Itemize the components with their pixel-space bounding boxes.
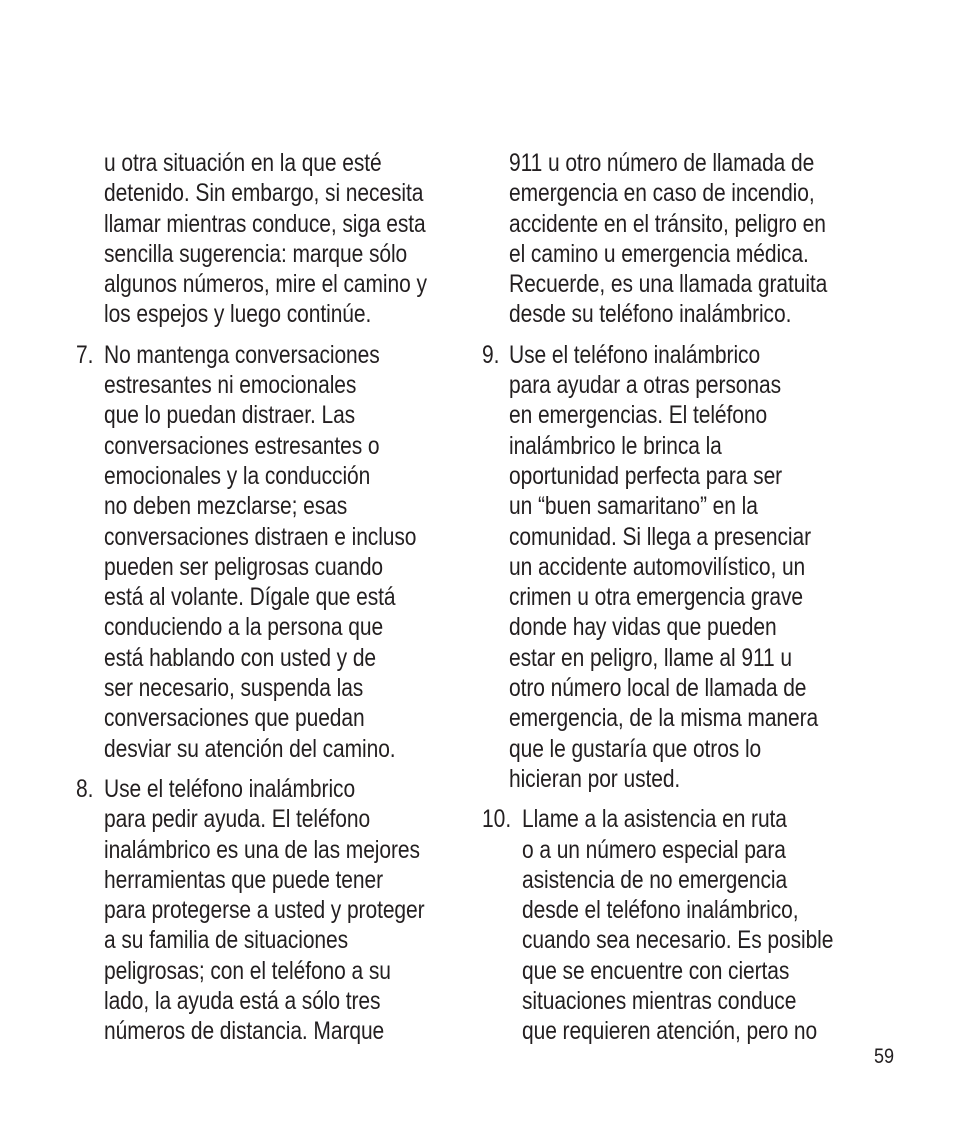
text-line: accidente en el tránsito, peligro en: [509, 209, 826, 238]
text-line: conversaciones distraen e incluso: [104, 522, 417, 551]
text-line: desviar su atención del camino.: [104, 734, 396, 763]
text-line: situaciones mientras conduce: [522, 987, 797, 1016]
text-line: ser necesario, suspenda las: [104, 674, 364, 703]
text-line: 911 u otro número de llamada de: [509, 149, 815, 177]
text-line: estresantes ni emocionales: [104, 371, 357, 400]
text-line: o a un número especial para: [522, 835, 786, 864]
list-item-9: [482, 340, 882, 794]
text-line: que requieren atención, pero no: [522, 1017, 818, 1046]
text-line: está al volante. Dígale que está: [104, 583, 396, 612]
page-number: 59: [874, 1045, 895, 1068]
text-line: desde el teléfono inalámbrico,: [522, 896, 799, 925]
text-line: donde hay vidas que pueden: [509, 613, 777, 642]
list-item-10: [482, 804, 882, 1046]
text-line: inalámbrico es una de las mejores: [104, 835, 420, 864]
item-number: 7.: [76, 340, 94, 369]
text-line: números de distancia. Marque: [104, 1017, 385, 1046]
text-line: emergencia, de la misma manera: [509, 704, 819, 733]
text-line: desde su teléfono inalámbrico.: [509, 300, 792, 329]
item-number: 9.: [482, 340, 500, 369]
text-line: herramientas que puede tener: [104, 865, 384, 894]
text-line: u otra situación en la que esté: [104, 149, 382, 177]
intro-paragraph-left: [76, 148, 466, 330]
text-line: Use el teléfono inalámbrico: [104, 774, 356, 803]
text-line: los espejos y luego continúe.: [104, 300, 372, 329]
text-line: Use el teléfono inalámbrico: [509, 340, 761, 369]
text-line: hicieran por usted.: [509, 764, 681, 793]
text-line: detenido. Sin embargo, si necesita: [104, 179, 424, 208]
text-line: conversaciones estresantes o: [104, 431, 380, 460]
text-line: que lo puedan distraer. Las: [104, 401, 356, 430]
text-line: comunidad. Si llega a presenciar: [509, 522, 811, 551]
text-line: que se encuentre con ciertas: [522, 956, 790, 985]
intro-paragraph-right: [482, 148, 882, 330]
list-item-7: [76, 340, 466, 764]
text-line: conduciendo a la persona que: [104, 613, 384, 642]
text-line: lado, la ayuda está a sólo tres: [104, 987, 381, 1016]
text-line: sencilla sugerencia: marque sólo: [104, 239, 408, 268]
text-line: peligrosas; con el teléfono a su: [104, 956, 391, 985]
text-line: emocionales y la conducción: [104, 461, 371, 490]
text-line: No mantenga conversaciones: [104, 340, 380, 369]
text-line: para protegerse a usted y proteger: [104, 896, 425, 925]
text-line: a su familia de situaciones: [104, 926, 349, 955]
text-line: llamar mientras conduce, siga esta: [104, 209, 426, 238]
text-line: estar en peligro, llame al 911 u: [509, 643, 792, 672]
text-line: no deben mezclarse; esas: [104, 492, 348, 521]
text-line: Recuerde, es una llamada gratuita: [509, 270, 828, 299]
text-line: crimen u otra emergencia grave: [509, 583, 803, 612]
text-line: oportunidad perfecta para ser: [509, 461, 783, 490]
list-item-8: [76, 774, 466, 1047]
text-line: otro número local de llamada de: [509, 674, 807, 703]
text-line: inalámbrico le brinca la: [509, 431, 722, 460]
text-line: está hablando con usted y de: [104, 643, 377, 672]
text-line: algunos números, mire el camino y: [104, 270, 427, 299]
text-line: pueden ser peligrosas cuando: [104, 552, 384, 581]
item-number: 10.: [482, 805, 512, 834]
item-number: 8.: [76, 774, 94, 803]
text-line: el camino u emergencia médica.: [509, 239, 809, 268]
text-line: para pedir ayuda. El teléfono: [104, 805, 371, 834]
text-line: conversaciones que puedan: [104, 704, 365, 733]
text-line: Llame a la asistencia en ruta: [522, 805, 787, 834]
right-column: [482, 148, 882, 1047]
text-line: en emergencias. El teléfono: [509, 401, 768, 430]
text-line: asistencia de no emergencia: [522, 865, 788, 894]
text-line: cuando sea necesario. Es posible: [522, 926, 834, 955]
left-column: [76, 148, 466, 1047]
text-line: para ayudar a otras personas: [509, 371, 781, 400]
text-line: emergencia en caso de incendio,: [509, 179, 815, 208]
text-line: un accidente automovilístico, un: [509, 552, 806, 581]
text-line: que le gustaría que otros lo: [509, 734, 762, 763]
text-line: un “buen samaritano” en la: [509, 492, 758, 521]
